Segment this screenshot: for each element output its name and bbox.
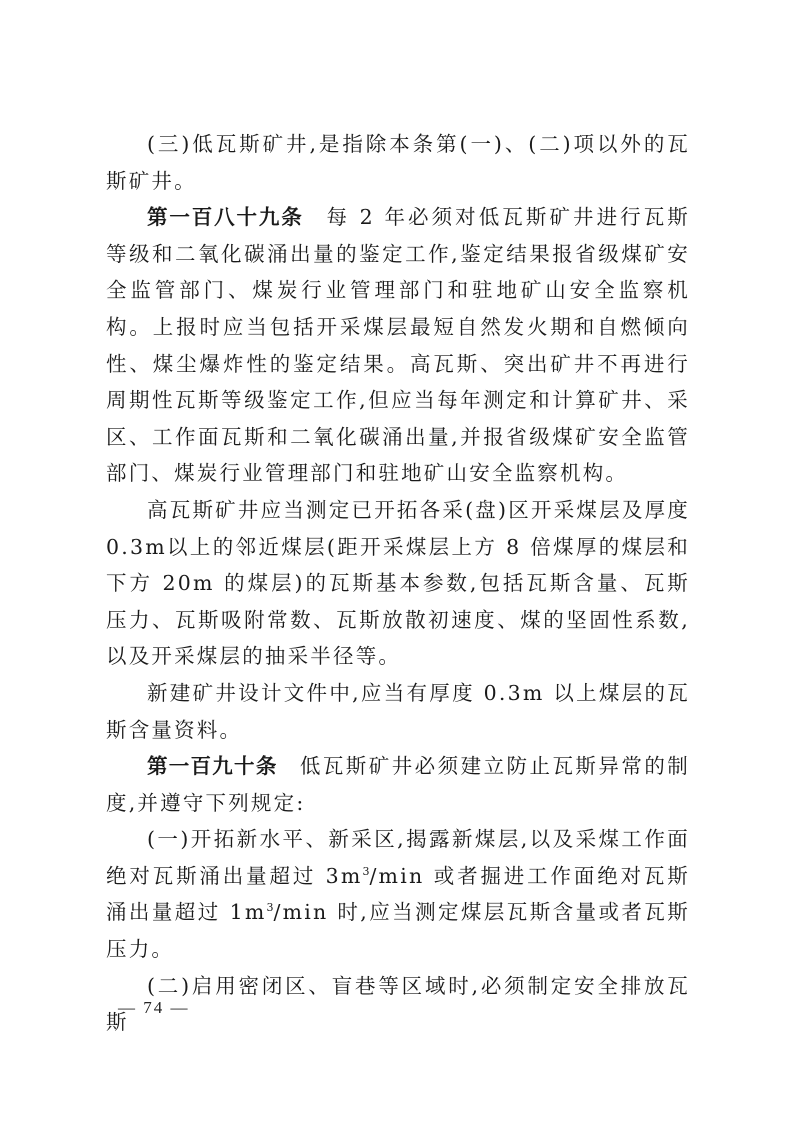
paragraph-rule-2: (二)启用密闭区、盲巷等区域时,必须制定安全排放瓦斯: [106, 973, 690, 1035]
rule-1-text-c: /min 时,应当测定煤层瓦斯含量或者瓦斯压力。: [106, 900, 690, 962]
paragraph-new-mine-design: 新建矿井设计文件中,应当有厚度 0.3m 以上煤层的瓦斯含量资料。: [106, 680, 690, 742]
superscript-cubic: 3: [362, 864, 370, 878]
article-189-text: 每 2 年必须对低瓦斯矿井进行瓦斯等级和二氧化碳涌出量的鉴定工作,鉴定结果报省级煤矿安全监管部门、煤炭行业管理部门和驻地矿山安全监察机构。上报时应当包括开采煤层最短自然发火期和自燃倾向性、煤尘爆炸性的鉴定结果。高瓦斯、突出矿井不再进行周期性瓦斯等级鉴定工作,但应当每年测定和计算矿井、采区、工作面瓦斯和二氧化碳涌出量,并报省级煤矿安全监管部门、煤炭行业管理部门和驻地矿山安全监察机构。: [106, 205, 690, 486]
paragraph-low-gas-mine-definition: (三)低瓦斯矿井,是指除本条第(一)、(二)项以外的瓦斯矿井。: [106, 132, 690, 193]
document-body: [106, 126, 690, 1041]
paragraph-article-190: [106, 748, 690, 821]
paragraph-high-gas-mine-parameters: 高瓦斯矿井应当测定已开拓各采(盘)区开采煤层及厚度 0.3m以上的邻近煤层(距开采煤层上方 8 倍煤厚的煤层和下方 20m 的煤层)的瓦斯基本参数,包括瓦斯含量、瓦斯压力、瓦斯吸附常数、瓦斯放散初速度、煤的坚固性系数,以及开采煤层的抽采半径等。: [106, 497, 690, 669]
article-number-189: 第一百八十九条: [147, 205, 304, 230]
paragraph-rule-1: [106, 821, 690, 967]
superscript-cubic: 3: [266, 901, 274, 915]
page-number: — 74 —: [118, 998, 190, 1017]
rule-1-text-a: (一)开拓新水平、新采区,揭露新煤层,以及采煤工作面绝对瓦斯涌出量超过 3m: [106, 827, 690, 888]
article-190-text: 低瓦斯矿井必须建立防止瓦斯异常的制度,并遵守下列规定:: [106, 754, 690, 815]
paragraph-article-189: [106, 199, 690, 492]
rule-1-text-b: /min 或者掘进工作面绝对瓦斯涌出量超过 1m: [106, 863, 690, 925]
article-number-190: 第一百九十条: [147, 754, 278, 779]
